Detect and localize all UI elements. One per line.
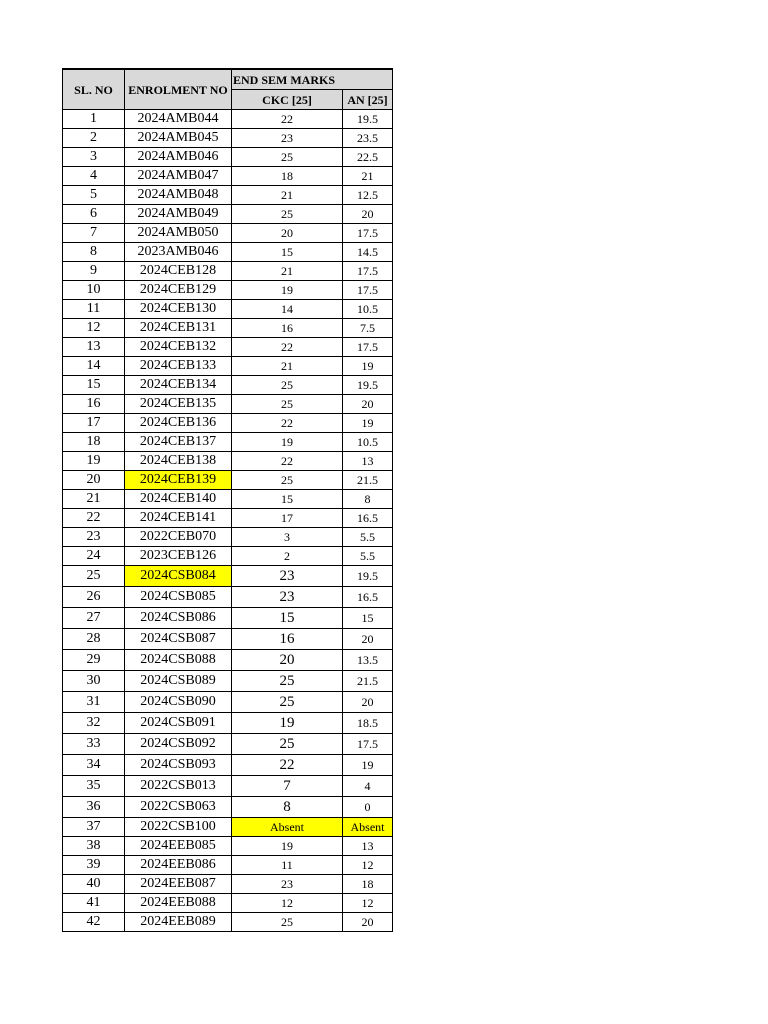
cell-an-marks[interactable]: 13 <box>343 837 393 856</box>
table-body <box>63 110 393 932</box>
cell-ckc-marks[interactable]: 3 <box>232 528 343 547</box>
cell-sl-no[interactable]: 10 <box>63 281 125 300</box>
table-row <box>63 629 393 650</box>
table-row <box>63 281 393 300</box>
cell-ckc-marks[interactable]: 12 <box>232 894 343 913</box>
cell-sl-no[interactable]: 36 <box>63 797 125 818</box>
table-row <box>63 148 393 167</box>
cell-ckc-marks[interactable]: 25 <box>232 671 343 692</box>
cell-sl-no[interactable]: 16 <box>63 395 125 414</box>
cell-sl-no[interactable]: 30 <box>63 671 125 692</box>
table-row <box>63 300 393 319</box>
cell-enrolment-no[interactable]: 2024AMB046 <box>125 148 232 167</box>
cell-ckc-marks[interactable]: 16 <box>232 319 343 338</box>
table-row <box>63 509 393 528</box>
cell-ckc-marks[interactable]: 21 <box>232 186 343 205</box>
cell-sl-no[interactable]: 17 <box>63 414 125 433</box>
cell-sl-no[interactable]: 4 <box>63 167 125 186</box>
cell-an-marks[interactable]: 4 <box>343 776 393 797</box>
cell-ckc-marks[interactable]: 23 <box>232 566 343 587</box>
cell-sl-no[interactable]: 29 <box>63 650 125 671</box>
cell-an-marks[interactable]: 16.5 <box>343 509 393 528</box>
cell-enrolment-no[interactable]: 2024EEB085 <box>125 837 232 856</box>
cell-enrolment-no[interactable]: 2024CSB090 <box>125 692 232 713</box>
cell-sl-no[interactable]: 40 <box>63 875 125 894</box>
cell-an-marks[interactable]: 14.5 <box>343 243 393 262</box>
cell-ckc-marks[interactable]: 22 <box>232 755 343 776</box>
table-row <box>63 913 393 932</box>
cell-an-marks[interactable]: Absent <box>343 818 393 837</box>
table-row <box>63 357 393 376</box>
cell-an-marks[interactable]: 5.5 <box>343 547 393 566</box>
cell-ckc-marks[interactable]: 7 <box>232 776 343 797</box>
cell-sl-no[interactable]: 33 <box>63 734 125 755</box>
cell-an-marks[interactable]: 18.5 <box>343 713 393 734</box>
cell-an-marks[interactable]: 21.5 <box>343 471 393 490</box>
table-row <box>63 818 393 837</box>
table-row <box>63 875 393 894</box>
cell-an-marks[interactable]: 19.5 <box>343 566 393 587</box>
cell-an-marks[interactable]: 16.5 <box>343 587 393 608</box>
cell-enrolment-no[interactable]: 2024EEB088 <box>125 894 232 913</box>
cell-sl-no[interactable]: 20 <box>63 471 125 490</box>
table-row <box>63 608 393 629</box>
cell-sl-no[interactable]: 24 <box>63 547 125 566</box>
cell-enrolment-no[interactable]: 2024EEB086 <box>125 856 232 875</box>
cell-an-marks[interactable]: 10.5 <box>343 433 393 452</box>
cell-enrolment-no[interactable]: 2024AMB045 <box>125 129 232 148</box>
cell-sl-no[interactable]: 7 <box>63 224 125 243</box>
table-row <box>63 243 393 262</box>
table-row <box>63 894 393 913</box>
cell-sl-no[interactable]: 22 <box>63 509 125 528</box>
cell-enrolment-no[interactable]: 2024CEB131 <box>125 319 232 338</box>
cell-enrolment-no[interactable]: 2024AMB050 <box>125 224 232 243</box>
cell-enrolment-no[interactable]: 2024CSB092 <box>125 734 232 755</box>
cell-sl-no[interactable]: 8 <box>63 243 125 262</box>
cell-an-marks[interactable]: 10.5 <box>343 300 393 319</box>
cell-ckc-marks[interactable]: 22 <box>232 338 343 357</box>
cell-enrolment-no[interactable]: 2024AMB044 <box>125 110 232 129</box>
cell-ckc-marks[interactable]: 25 <box>232 692 343 713</box>
cell-sl-no[interactable]: 15 <box>63 376 125 395</box>
cell-an-marks[interactable]: 20 <box>343 692 393 713</box>
cell-an-marks[interactable]: 22.5 <box>343 148 393 167</box>
cell-sl-no[interactable]: 13 <box>63 338 125 357</box>
table-row <box>63 205 393 224</box>
cell-enrolment-no[interactable]: 2024EEB089 <box>125 913 232 932</box>
cell-enrolment-no[interactable]: 2024CEB128 <box>125 262 232 281</box>
cell-an-marks[interactable]: 19 <box>343 414 393 433</box>
cell-an-marks[interactable]: 17.5 <box>343 224 393 243</box>
cell-ckc-marks[interactable]: 23 <box>232 129 343 148</box>
cell-ckc-marks[interactable]: 25 <box>232 395 343 414</box>
cell-an-marks[interactable]: 20 <box>343 629 393 650</box>
cell-ckc-marks[interactable]: 25 <box>232 376 343 395</box>
cell-enrolment-no[interactable]: 2024CEB140 <box>125 490 232 509</box>
header-ckc[interactable]: CKC [25] <box>232 90 343 110</box>
cell-enrolment-no[interactable]: 2024AMB049 <box>125 205 232 224</box>
cell-an-marks[interactable]: 17.5 <box>343 734 393 755</box>
table-row <box>63 414 393 433</box>
cell-an-marks[interactable]: 12 <box>343 894 393 913</box>
cell-enrolment-no[interactable]: 2024CEB141 <box>125 509 232 528</box>
cell-ckc-marks[interactable]: 20 <box>232 650 343 671</box>
cell-ckc-marks[interactable]: 25 <box>232 471 343 490</box>
cell-enrolment-no[interactable]: 2024CEB134 <box>125 376 232 395</box>
table-row <box>63 566 393 587</box>
cell-an-marks[interactable]: 13.5 <box>343 650 393 671</box>
cell-enrolment-no[interactable]: 2022CSB063 <box>125 797 232 818</box>
cell-enrolment-no[interactable]: 2024CSB088 <box>125 650 232 671</box>
cell-an-marks[interactable]: 19 <box>343 755 393 776</box>
cell-sl-no[interactable]: 1 <box>63 110 125 129</box>
table-row <box>63 650 393 671</box>
cell-enrolment-no[interactable]: 2024CSB091 <box>125 713 232 734</box>
cell-an-marks[interactable]: 19 <box>343 357 393 376</box>
table-row <box>63 547 393 566</box>
cell-ckc-marks[interactable]: 21 <box>232 357 343 376</box>
cell-sl-no[interactable]: 11 <box>63 300 125 319</box>
cell-an-marks[interactable]: 17.5 <box>343 338 393 357</box>
table-row <box>63 262 393 281</box>
table-row <box>63 452 393 471</box>
cell-enrolment-no[interactable]: 2024CEB130 <box>125 300 232 319</box>
cell-enrolment-no[interactable]: 2022CSB100 <box>125 818 232 837</box>
cell-an-marks[interactable]: 0 <box>343 797 393 818</box>
table-row <box>63 490 393 509</box>
cell-ckc-marks[interactable]: 22 <box>232 110 343 129</box>
cell-ckc-marks[interactable]: 2 <box>232 547 343 566</box>
cell-sl-no[interactable]: 38 <box>63 837 125 856</box>
cell-sl-no[interactable]: 34 <box>63 755 125 776</box>
cell-sl-no[interactable]: 2 <box>63 129 125 148</box>
cell-an-marks[interactable]: 19.5 <box>343 110 393 129</box>
table-row <box>63 528 393 547</box>
cell-sl-no[interactable]: 9 <box>63 262 125 281</box>
header-end-sem-marks[interactable]: END SEM MARKS <box>232 69 393 90</box>
cell-sl-no[interactable]: 35 <box>63 776 125 797</box>
cell-ckc-marks[interactable]: 25 <box>232 913 343 932</box>
cell-enrolment-no[interactable]: 2024AMB047 <box>125 167 232 186</box>
cell-sl-no[interactable]: 5 <box>63 186 125 205</box>
cell-an-marks[interactable]: 20 <box>343 205 393 224</box>
cell-an-marks[interactable]: 23.5 <box>343 129 393 148</box>
header-sl-no[interactable]: SL. NO <box>63 69 125 110</box>
table-row <box>63 319 393 338</box>
table-row <box>63 776 393 797</box>
table-row <box>63 376 393 395</box>
cell-an-marks[interactable]: 21 <box>343 167 393 186</box>
table-row <box>63 129 393 148</box>
cell-enrolment-no[interactable]: 2024CSB085 <box>125 587 232 608</box>
cell-sl-no[interactable]: 3 <box>63 148 125 167</box>
cell-sl-no[interactable]: 21 <box>63 490 125 509</box>
header-enrolment-no[interactable]: ENROLMENT NO <box>125 69 232 110</box>
table-row <box>63 338 393 357</box>
cell-enrolment-no[interactable]: 2024CEB133 <box>125 357 232 376</box>
cell-enrolment-no[interactable]: 2024CEB139 <box>125 471 232 490</box>
table-row <box>63 734 393 755</box>
cell-sl-no[interactable]: 28 <box>63 629 125 650</box>
cell-ckc-marks[interactable]: 15 <box>232 243 343 262</box>
cell-enrolment-no[interactable]: 2023CEB126 <box>125 547 232 566</box>
cell-enrolment-no[interactable]: 2024CEB135 <box>125 395 232 414</box>
table-row <box>63 110 393 129</box>
cell-ckc-marks[interactable]: 19 <box>232 433 343 452</box>
cell-enrolment-no[interactable]: 2024CSB093 <box>125 755 232 776</box>
table-row <box>63 395 393 414</box>
table-row <box>63 224 393 243</box>
cell-an-marks[interactable]: 19.5 <box>343 376 393 395</box>
cell-ckc-marks[interactable]: 20 <box>232 224 343 243</box>
table-row <box>63 755 393 776</box>
cell-sl-no[interactable]: 42 <box>63 913 125 932</box>
cell-enrolment-no[interactable]: 2024CSB084 <box>125 566 232 587</box>
cell-ckc-marks[interactable]: 18 <box>232 167 343 186</box>
cell-ckc-marks[interactable]: 21 <box>232 262 343 281</box>
cell-enrolment-no[interactable]: 2024CEB137 <box>125 433 232 452</box>
cell-enrolment-no[interactable]: 2022CEB070 <box>125 528 232 547</box>
table-row <box>63 167 393 186</box>
table-row <box>63 587 393 608</box>
cell-sl-no[interactable]: 26 <box>63 587 125 608</box>
table-row <box>63 837 393 856</box>
cell-an-marks[interactable]: 12.5 <box>343 186 393 205</box>
cell-ckc-marks[interactable]: 22 <box>232 452 343 471</box>
cell-an-marks[interactable]: 12 <box>343 856 393 875</box>
cell-enrolment-no[interactable]: 2024CSB087 <box>125 629 232 650</box>
table-row <box>63 471 393 490</box>
cell-sl-no[interactable]: 6 <box>63 205 125 224</box>
cell-sl-no[interactable]: 32 <box>63 713 125 734</box>
cell-ckc-marks[interactable]: 23 <box>232 587 343 608</box>
table-row <box>63 797 393 818</box>
cell-ckc-marks[interactable]: 22 <box>232 414 343 433</box>
cell-enrolment-no[interactable]: 2024AMB048 <box>125 186 232 205</box>
cell-ckc-marks[interactable]: 25 <box>232 148 343 167</box>
cell-ckc-marks[interactable]: 19 <box>232 837 343 856</box>
cell-an-marks[interactable]: 17.5 <box>343 281 393 300</box>
cell-sl-no[interactable]: 41 <box>63 894 125 913</box>
cell-enrolment-no[interactable]: 2024EEB087 <box>125 875 232 894</box>
cell-ckc-marks[interactable]: 16 <box>232 629 343 650</box>
cell-ckc-marks[interactable]: 25 <box>232 734 343 755</box>
cell-an-marks[interactable]: 18 <box>343 875 393 894</box>
cell-enrolment-no[interactable]: 2024CEB138 <box>125 452 232 471</box>
cell-ckc-marks[interactable]: 19 <box>232 713 343 734</box>
table-row <box>63 713 393 734</box>
cell-an-marks[interactable]: 7.5 <box>343 319 393 338</box>
cell-ckc-marks[interactable]: 8 <box>232 797 343 818</box>
cell-an-marks[interactable]: 20 <box>343 395 393 414</box>
cell-ckc-marks[interactable]: 11 <box>232 856 343 875</box>
cell-an-marks[interactable]: 5.5 <box>343 528 393 547</box>
cell-sl-no[interactable]: 31 <box>63 692 125 713</box>
cell-an-marks[interactable]: 8 <box>343 490 393 509</box>
table-row <box>63 856 393 875</box>
cell-sl-no[interactable]: 19 <box>63 452 125 471</box>
cell-ckc-marks[interactable]: 17 <box>232 509 343 528</box>
cell-sl-no[interactable]: 23 <box>63 528 125 547</box>
cell-an-marks[interactable]: 20 <box>343 913 393 932</box>
cell-ckc-marks[interactable]: 15 <box>232 608 343 629</box>
cell-enrolment-no[interactable]: 2023AMB046 <box>125 243 232 262</box>
header-row-top <box>63 69 393 90</box>
cell-sl-no[interactable]: 14 <box>63 357 125 376</box>
cell-sl-no[interactable]: 12 <box>63 319 125 338</box>
cell-ckc-marks[interactable]: 19 <box>232 281 343 300</box>
cell-enrolment-no[interactable]: 2024CSB086 <box>125 608 232 629</box>
cell-an-marks[interactable]: 15 <box>343 608 393 629</box>
cell-enrolment-no[interactable]: 2024CEB132 <box>125 338 232 357</box>
cell-enrolment-no[interactable]: 2024CSB089 <box>125 671 232 692</box>
cell-ckc-marks[interactable]: 14 <box>232 300 343 319</box>
header-an[interactable]: AN [25] <box>343 90 393 110</box>
cell-sl-no[interactable]: 25 <box>63 566 125 587</box>
cell-ckc-marks[interactable]: 25 <box>232 205 343 224</box>
table-row <box>63 186 393 205</box>
cell-ckc-marks[interactable]: 15 <box>232 490 343 509</box>
cell-ckc-marks[interactable]: 23 <box>232 875 343 894</box>
cell-an-marks[interactable]: 17.5 <box>343 262 393 281</box>
table-row <box>63 671 393 692</box>
cell-enrolment-no[interactable]: 2024CEB136 <box>125 414 232 433</box>
table-row <box>63 433 393 452</box>
cell-sl-no[interactable]: 18 <box>63 433 125 452</box>
cell-enrolment-no[interactable]: 2022CSB013 <box>125 776 232 797</box>
cell-enrolment-no[interactable]: 2024CEB129 <box>125 281 232 300</box>
cell-sl-no[interactable]: 39 <box>63 856 125 875</box>
cell-an-marks[interactable]: 13 <box>343 452 393 471</box>
marks-table <box>62 68 393 932</box>
cell-an-marks[interactable]: 21.5 <box>343 671 393 692</box>
table-row <box>63 692 393 713</box>
cell-sl-no[interactable]: 37 <box>63 818 125 837</box>
cell-sl-no[interactable]: 27 <box>63 608 125 629</box>
cell-ckc-marks[interactable]: Absent <box>232 818 343 837</box>
